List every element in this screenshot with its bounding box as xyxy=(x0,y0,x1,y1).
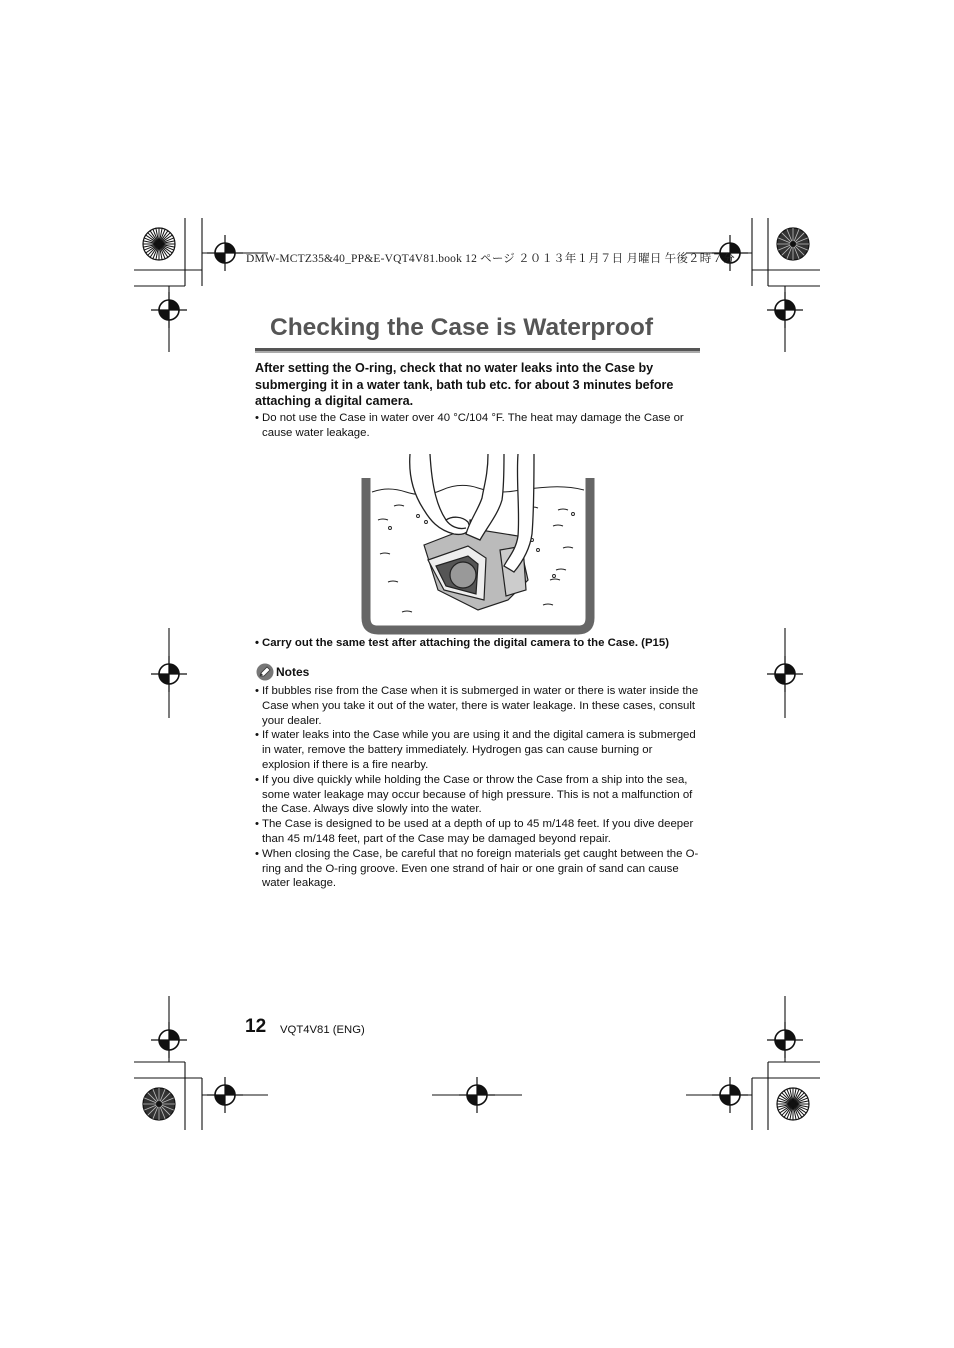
list-item xyxy=(255,817,701,847)
notes-label: Notes xyxy=(276,665,310,679)
bullet: • xyxy=(255,685,259,697)
list-item-text: Do not use the Case in water over 40 °C/104 °F. The heat may damage the Case or cause water leakage. xyxy=(262,412,684,439)
list-item xyxy=(255,847,701,891)
page-title: Checking the Case is Waterproof xyxy=(270,314,654,341)
list-item-text: If you dive quickly while holding the Case or throw the Case from a ship into the sea, some water leakage may occur because of high pressure. This is not a malfunction of the Case. Always dive slowly into the water. xyxy=(262,773,693,816)
title-rule-shadow xyxy=(255,351,700,353)
list-item-text: When closing the Case, be careful that no foreign materials get caught between the O-ring and the O-ring groove. Even one strand of hair or one grain of sand can cause water leakage. xyxy=(262,847,699,890)
document-code: VQT4V81 (ENG) xyxy=(280,1024,365,1036)
list-item xyxy=(255,636,700,651)
bullet: • xyxy=(255,847,259,860)
list-item xyxy=(255,684,701,728)
list-item xyxy=(255,773,701,817)
notes-pencil-icon xyxy=(256,663,274,681)
intro-paragraph: After setting the O-ring, check that no water leaks into the Case by submerging it in a water tank, bath tub etc. for about 3 minutes before attaching a digital camera. xyxy=(255,361,674,409)
bullet: • xyxy=(255,818,259,831)
list-item-text: If bubbles rise from the Case when it is submerged in water or there is water inside the Case when you take it out of the water, there is water leakage. In these cases, consult your dealer. xyxy=(262,685,699,727)
additional-test-list xyxy=(255,636,700,651)
list-item-text: The Case is designed to be used at a depth of up to 45 m/148 feet. If you dive deeper than 45 m/148 feet, part of the Case may be damaged beyond repair. xyxy=(262,818,694,845)
notes-heading xyxy=(256,663,309,683)
list-item xyxy=(255,411,700,441)
list-item-text: If water leaks into the Case while you are using it and the digital camera is submerged in water, remove the battery immediately. Hydrogen gas can cause burning or explosion if there is a fire nearby. xyxy=(262,729,696,771)
bullet: • xyxy=(255,773,259,786)
list-item-text: Carry out the same test after attaching the digital camera to the Case. (P15) xyxy=(262,637,670,649)
bullet: • xyxy=(255,637,259,649)
submerge-test-illustration xyxy=(358,450,598,635)
notes-list xyxy=(255,684,701,891)
page-number: 12 xyxy=(245,1016,267,1037)
list-item xyxy=(255,728,701,772)
print-info-header: DMW-MCTZ35&40_PP&E-VQT4V81.book 12 ページ ２０１３年１月７日 月曜日 午後２時７分 xyxy=(246,253,735,265)
bullet: • xyxy=(255,729,259,742)
bullet: • xyxy=(255,412,259,424)
caution-list xyxy=(255,411,700,441)
